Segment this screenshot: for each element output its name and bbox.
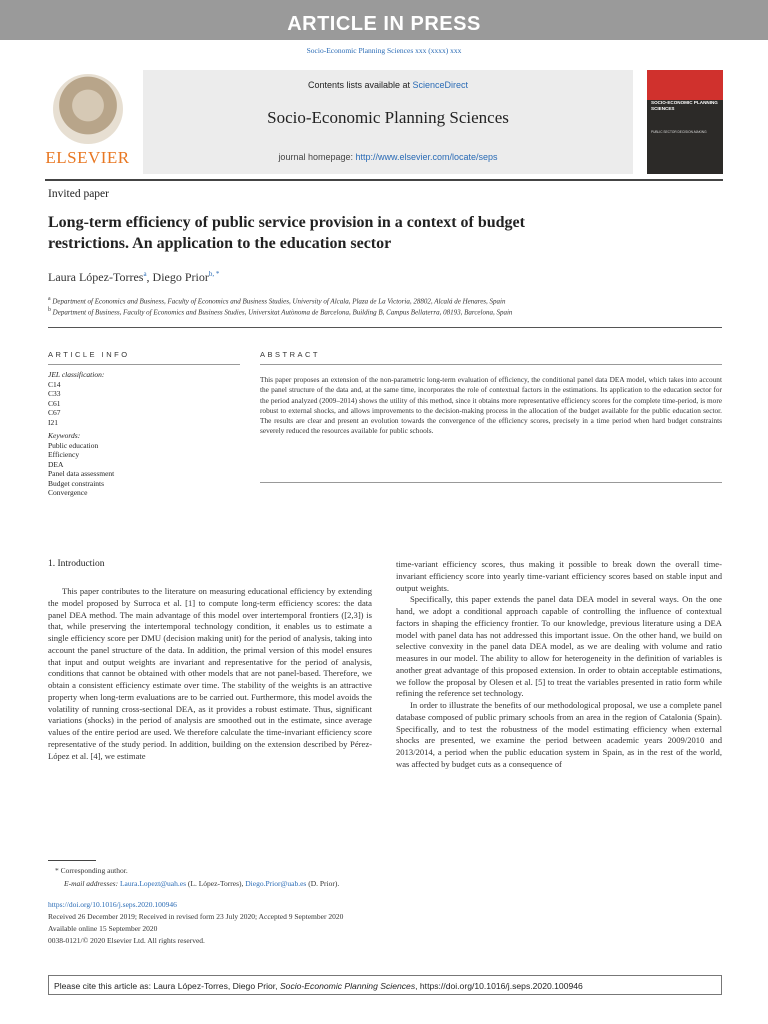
- abstract-bottom-rule: [260, 482, 722, 483]
- keyword: Public education: [48, 440, 99, 450]
- corresponding-footnote: * Corresponding author.: [55, 866, 128, 875]
- email-1-name: (L. López-Torres),: [186, 879, 246, 888]
- cite-suffix[interactable]: , https://doi.org/10.1016/j.seps.2020.100946: [415, 981, 583, 991]
- jel-code: C14: [48, 379, 61, 389]
- author-1-affil-marker[interactable]: a: [143, 270, 147, 278]
- author-1[interactable]: Laura López-Torres: [48, 270, 144, 284]
- footnote-divider: [48, 860, 96, 861]
- article-info-heading: ARTICLE INFO: [48, 350, 130, 359]
- keyword: DEA: [48, 459, 64, 469]
- affiliation-a: $^a$ Department of Economics and Business, Faculty of Economics and Business Studies, University of Alcala, Plaza de La Victoria, 28802, Alcalá de Henares, Spain: [48, 296, 506, 306]
- author-separator: ,: [146, 270, 153, 284]
- jel-code: C61: [48, 398, 61, 408]
- article-in-press-banner: [0, 0, 768, 40]
- banner-title: ARTICLE IN PRESS: [287, 13, 481, 35]
- cite-prefix: Please cite this article as: Laura López-Torres, Diego Prior,: [54, 981, 280, 991]
- intro-paragraph: This paper contributes to the literature on measuring educational efficiency by extending the model proposed by Surroca et al. [1] to compute long-term efficiency scores: the data panel DEA method. The main advantage of this model over intertemporal frontiers ([2,3]) is that, while preserving the intertemporal technology condition, it enables us to estimate a single efficiency score per DMU (decision making unit) for the period of analysis, taking into account the panel structure of the data. In addition, the primal version of this model ensures that input and output weights are invariant and representative for the period of analysis, conditions that cannot be obtained with other models that are not panel-based. Therefore, we obtain a consistent efficiency estimate over time. The stability of the weights is an attractive property when long-term evaluations are to be carried out. Furthermore, this model avoids the volatility of running cross-sectional DEA, as it provides a robust estimate. Thus, significant variations (shocks) in the period of analysis are smoothed out in the estimate, since average values of the entire period are used. We therefore calculate the time-invariant efficiency score representative of the study period. In addition, building on the extension described by Pérez-López et al. [4], we estimate: [48, 586, 372, 761]
- homepage-link[interactable]: http://www.elsevier.com/locate/seps: [355, 152, 498, 162]
- contents-line: [143, 80, 633, 90]
- intro-paragraph: Specifically, this paper extends the panel data DEA model in several ways. On the one hand, we adopt a conditional approach capable of controlling the influence of contextual factors in shaping the efficiency frontier. To our knowledge, previous literature using a DEA model with panel data has not addressed this important issue. On the other hand, we build on selective convexity in the panel data DEA model, as we are dealing with volume and ratio measures in our model. The ability to allow for heterogeneity in the definition of variables is another great advantage of this proposed extension. In order to obtain acceptable estimations, we follow the proposal by Olesen et al. [5] to treat the variables presented in ratio form while refining the reference set technology.: [396, 594, 722, 699]
- doi-link[interactable]: https://doi.org/10.1016/j.seps.2020.100946: [48, 900, 177, 909]
- contents-prefix: Contents lists available at: [307, 80, 413, 90]
- sciencedirect-link[interactable]: ScienceDirect: [412, 80, 469, 90]
- title-line-1: Long-term efficiency of public service provision in a context of budget: [48, 214, 525, 231]
- doi-line: [48, 899, 177, 910]
- author-list: [48, 270, 219, 285]
- affiliation-divider: [48, 327, 722, 328]
- email-link-2[interactable]: Diego.Prior@uab.es: [245, 879, 307, 888]
- abstract-heading: ABSTRACT: [260, 350, 321, 359]
- article-type: Invited paper: [48, 188, 109, 200]
- citation-box: [48, 975, 722, 995]
- elsevier-tree-icon: [53, 74, 123, 144]
- elsevier-logo: [45, 70, 130, 174]
- homepage-prefix: journal homepage:: [278, 152, 356, 162]
- corresponding-text: Corresponding author.: [60, 866, 128, 875]
- journal-title: Socio-Economic Planning Sciences: [267, 108, 509, 127]
- history-received: Received 26 December 2019; Received in revised form 23 July 2020; Accepted 9 September 2020: [48, 912, 344, 921]
- email-2-name: (D. Prior).: [306, 879, 340, 888]
- email-label: E-mail addresses:: [64, 879, 119, 888]
- journal-reference[interactable]: Socio-Economic Planning Sciences xxx (xxxx) xxx: [306, 46, 462, 55]
- journal-header-box: [143, 70, 633, 174]
- title-line-2: restrictions. An application to the education sector: [48, 235, 392, 252]
- history-online: Available online 15 September 2020: [48, 924, 158, 933]
- affiliation-a-text: Department of Economics and Business, Faculty of Economics and Business Studies, University of Alcala, Plaza de La Victoria, 28802, Alcalá de Henares, Spain: [52, 297, 506, 306]
- cite-journal: Socio-Economic Planning Sciences: [279, 981, 416, 991]
- cover-subtitle: PUBLIC SECTOR DECISION-MAKING: [651, 130, 707, 134]
- affiliation-b: $^b$ Department of Business, Faculty of Economics and Business Studies, Universitat Autònoma de Barcelona, Building B, Campus Bellaterra, 08193, Barcelona, Spain: [48, 307, 513, 317]
- affiliation-b-text: Department of Business, Faculty of Economics and Business Studies, Universitat Autònoma de Barcelona, Building B, Campus Bellaterra, 08193, Barcelona, Spain: [52, 308, 513, 317]
- article-info-box: [48, 370, 238, 498]
- jel-code: C67: [48, 408, 61, 417]
- cover-title: SOCIO-ECONOMIC PLANNING SCIENCES: [651, 100, 718, 111]
- article-info-rule: [48, 364, 240, 365]
- author-2-affil-marker[interactable]: b, *: [208, 270, 220, 278]
- jel-label: JEL classification:: [48, 370, 105, 379]
- keywords-label: Keywords:: [48, 431, 81, 440]
- jel-code: I21: [48, 417, 58, 427]
- copyright-line: 0038-0121/© 2020 Elsevier Ltd. All rights reserved.: [48, 936, 205, 945]
- email-footnote: [64, 879, 339, 888]
- homepage-line: [143, 152, 633, 162]
- intro-left-column: [48, 586, 372, 762]
- intro-right-column: [396, 559, 722, 771]
- journal-cover-thumbnail[interactable]: [647, 70, 723, 174]
- jel-code: C33: [48, 389, 61, 398]
- cover-stripe: [647, 70, 723, 100]
- article-title: [48, 212, 688, 254]
- section-heading-introduction: 1. Introduction: [48, 559, 105, 569]
- intro-paragraph: In order to illustrate the benefits of our methodological proposal, we use a complete panel database composed of public primary schools from an area in the region of Catalonia (Spain). Specifically, and to test the robustness of the model estimating efficiency when external shocks are presented, we examine the period between academic years 2009/2010 and 2013/2014, a period when the public education system in Spain, as in the rest of the world, was affected by budget cuts as a consequence of: [396, 700, 722, 769]
- author-2[interactable]: Diego Prior: [152, 270, 209, 284]
- keyword: Efficiency: [48, 450, 80, 459]
- abstract-rule: [260, 364, 722, 365]
- keyword: Convergence: [48, 488, 88, 497]
- header-divider: [45, 179, 723, 181]
- abstract-text: This paper proposes an extension of the non-parametric long-term evaluation of efficiency, the conditional panel data DEA model, which takes into account the panel structure of the data and, at the same time, incorporates the role of contextual factors in the estimations. Its application to the education sector for the period analyzed (2009–2014) shows the utility of this method, since it obtains more representative efficiency scores for the complete time-period, is more robust to external shocks, and allows improvements to the decision-making process in the allocation of the budget available for the public education sector. The results are clear and present an evolution towards the convergence of the efficiency scores, precisely in a time period when hard budget constraints severely reduced the resources available for public schools.: [260, 375, 722, 436]
- journal-header: [45, 70, 723, 174]
- email-link-1[interactable]: Laura.Lopezt@uah.es: [119, 879, 187, 888]
- publisher-name: ELSEVIER: [45, 148, 130, 167]
- keyword: Panel data assessment: [48, 469, 115, 478]
- intro-paragraph: time-variant efficiency scores, thus making it possible to break down the overall time-invariant efficiency score into yearly time-variant efficiency scores based on stable input and output weights.: [396, 559, 722, 593]
- keyword: Budget constraints: [48, 478, 105, 488]
